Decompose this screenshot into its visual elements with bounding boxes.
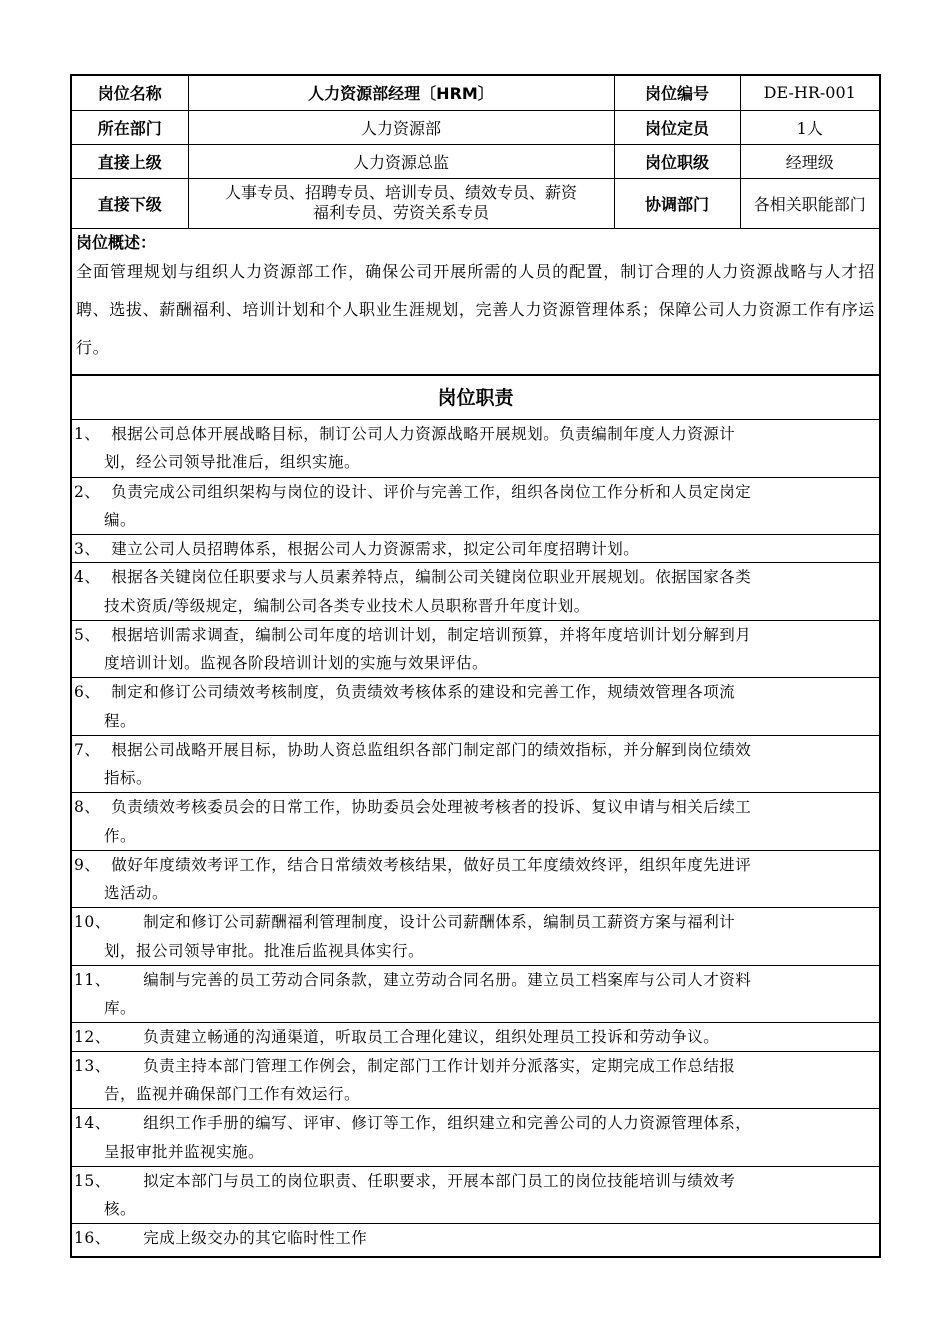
duty-spacer bbox=[111, 1114, 144, 1132]
department-label: 所在部门 bbox=[72, 110, 188, 144]
duty-item bbox=[72, 966, 879, 1024]
duty-line-1 bbox=[74, 1224, 877, 1252]
duty-text: 组织工作手册的编写、评审、修订等工作，组织建立和完善公司的人力资源管理体系， bbox=[143, 1114, 752, 1133]
duty-number: 3、 bbox=[74, 540, 101, 558]
duty-item bbox=[72, 563, 879, 621]
summary-title: 岗位概述： bbox=[76, 233, 157, 252]
info-row-supervisor bbox=[72, 144, 879, 178]
subordinates-line-1: 人事专员、招聘专员、培训专员、绩效专员、薪资 bbox=[224, 183, 577, 202]
duty-number: 6、 bbox=[74, 683, 101, 702]
duty-text: 根据培训需求调查，编制公司年度的培训计划，制定培训预算，并将年度培训计划分解到月 bbox=[111, 625, 752, 644]
duty-line-2: 程。 bbox=[104, 711, 137, 730]
subordinates-label: 直接下级 bbox=[72, 178, 188, 228]
duty-number: 15、 bbox=[74, 1171, 111, 1190]
duty-line-2: 告，监视并确保部门工作有效运行。 bbox=[104, 1085, 361, 1104]
duty-number: 2、 bbox=[74, 482, 101, 501]
duty-spacer bbox=[100, 683, 111, 701]
duty-spacer bbox=[111, 1229, 144, 1247]
duty-line-2: 技术资质/等级规定，编制公司各类专业技术人员职称晋升年度计划。 bbox=[104, 596, 590, 615]
info-row-subordinates bbox=[72, 178, 879, 228]
duty-item bbox=[72, 478, 879, 536]
duty-spacer bbox=[100, 741, 111, 759]
duty-line-1 bbox=[74, 621, 877, 649]
duty-text: 负责建立畅通的沟通渠道，听取员工合理化建议，组织处理员工投诉和劳动争议。 bbox=[143, 1028, 720, 1047]
duty-spacer bbox=[100, 568, 111, 586]
duty-line-2: 指标。 bbox=[104, 769, 153, 788]
duty-text: 做好年度绩效考评工作，结合日常绩效考核结果，做好员工年度绩效终评，组织年度先进评 bbox=[111, 855, 752, 874]
duty-item bbox=[72, 678, 879, 736]
headcount-value: 1人 bbox=[740, 110, 879, 144]
duty-line-1 bbox=[74, 736, 877, 764]
duty-item bbox=[72, 736, 879, 794]
duty-text: 根据各关键岗位任职要求与人员素养特点，编制公司关键岗位职业开展规划。依据国家各类 bbox=[111, 568, 752, 587]
headcount-label: 岗位定员 bbox=[614, 110, 740, 144]
duty-text: 根据公司战略开展目标，协助人资总监组织各部门制定部门的绩效指标，并分解到岗位绩效 bbox=[111, 740, 752, 759]
duty-number: 11、 bbox=[74, 970, 111, 989]
position-code-value: DE-HR-001 bbox=[740, 76, 879, 110]
duty-line-2: 划，经公司领导批准后，组织实施。 bbox=[104, 453, 361, 472]
supervisor-label: 直接上级 bbox=[72, 144, 188, 178]
duty-text: 根据公司总体开展战略目标，制订公司人力资源战略开展规划。负责编制年度人力资源计 bbox=[111, 425, 736, 443]
duty-spacer bbox=[100, 798, 111, 816]
subordinates-value bbox=[188, 178, 614, 228]
duty-spacer bbox=[100, 856, 111, 874]
duty-text: 负责完成公司组织架构与岗位的设计、评价与完善工作，组织各岗位工作分析和人员定岗定 bbox=[111, 482, 752, 501]
duty-item bbox=[72, 1023, 879, 1051]
duty-line-2: 编。 bbox=[104, 510, 137, 529]
duty-item bbox=[72, 1052, 879, 1110]
duty-spacer bbox=[111, 1172, 144, 1190]
duty-spacer bbox=[100, 483, 111, 501]
duty-item bbox=[72, 621, 879, 679]
coordination-label: 协调部门 bbox=[614, 178, 740, 228]
duty-line-1 bbox=[74, 793, 877, 821]
duty-spacer bbox=[100, 626, 111, 644]
duty-spacer bbox=[111, 1057, 144, 1075]
duty-text: 制定和修订公司绩效考核制度，负责绩效考核体系的建设和完善工作，规绩效管理各项流 bbox=[111, 683, 736, 702]
summary-text: 全面管理规划与组织人力资源部工作，确保公司开展所需的人员的配置，制订合理的人力资源战略与人才招聘、选拔、薪酬福利、培训计划和个人职业生涯规划，完善人力资源管理体系；保障公司人力资源工作有序运行。 bbox=[76, 262, 875, 357]
duty-line-1 bbox=[74, 966, 877, 994]
duty-line-1 bbox=[74, 535, 877, 563]
duty-text: 完成上级交办的其它临时性工作 bbox=[143, 1229, 368, 1248]
duty-item bbox=[72, 908, 879, 966]
duty-number: 13、 bbox=[74, 1056, 111, 1075]
duty-item bbox=[72, 420, 879, 478]
duty-spacer bbox=[100, 540, 111, 558]
position-name-value: 人力资源部经理〔HRM〕 bbox=[188, 76, 614, 110]
duty-number: 14、 bbox=[74, 1114, 111, 1133]
info-row-position bbox=[72, 76, 879, 110]
duty-text: 制定和修订公司薪酬福利管理制度，设计公司薪酬体系，编制员工薪资方案与福利计 bbox=[143, 913, 736, 932]
duty-spacer bbox=[111, 913, 144, 931]
duty-line-1 bbox=[74, 563, 877, 591]
duty-line-1 bbox=[74, 1023, 877, 1051]
position-summary bbox=[72, 229, 879, 376]
job-info-table bbox=[72, 76, 879, 229]
duty-line-2: 呈报审批并监视实施。 bbox=[104, 1142, 265, 1161]
duty-line-1 bbox=[74, 1167, 877, 1195]
duty-number: 12、 bbox=[74, 1028, 111, 1047]
duty-line-1 bbox=[74, 908, 877, 936]
job-description-form bbox=[70, 74, 881, 1258]
duty-text: 负责绩效考核委员会的日常工作，协助委员会处理被考核者的投诉、复议申请与相关后续工 bbox=[111, 798, 752, 817]
duty-number: 1、 bbox=[74, 425, 101, 443]
duty-line-2: 作。 bbox=[104, 826, 137, 845]
duty-number: 10、 bbox=[74, 913, 111, 932]
duty-line-2: 划，报公司领导审批。批准后监视具体实行。 bbox=[104, 941, 425, 960]
duties-title: 岗位职责 bbox=[72, 376, 879, 420]
duty-spacer bbox=[111, 1028, 144, 1046]
duty-line-1 bbox=[74, 478, 877, 506]
duty-item bbox=[72, 535, 879, 563]
subordinates-line-2: 福利专员、劳资关系专员 bbox=[312, 203, 489, 222]
duty-item bbox=[72, 851, 879, 909]
duty-line-2: 选活动。 bbox=[104, 884, 169, 903]
duty-line-1 bbox=[74, 1052, 877, 1080]
duty-text: 拟定本部门与员工的岗位职责、任职要求，开展本部门员工的岗位技能培训与绩效考 bbox=[143, 1171, 736, 1190]
duty-number: 16、 bbox=[74, 1229, 111, 1248]
duties-list bbox=[72, 420, 879, 1253]
duty-text: 负责主持本部门管理工作例会，制定部门工作计划并分派落实，定期完成工作总结报 bbox=[143, 1056, 736, 1075]
duty-item bbox=[72, 1167, 879, 1225]
duty-line-2: 库。 bbox=[104, 999, 137, 1018]
job-level-label: 岗位职级 bbox=[614, 144, 740, 178]
duty-text: 建立公司人员招聘体系，根据公司人力资源需求，拟定公司年度招聘计划。 bbox=[111, 540, 640, 558]
duty-number: 9、 bbox=[74, 855, 101, 874]
duty-spacer bbox=[111, 971, 144, 989]
supervisor-value: 人力资源总监 bbox=[188, 144, 614, 178]
duty-number: 7、 bbox=[74, 740, 101, 759]
duty-line-1 bbox=[74, 1109, 877, 1137]
duty-number: 8、 bbox=[74, 798, 101, 817]
duty-item bbox=[72, 1109, 879, 1167]
duty-number: 5、 bbox=[74, 625, 101, 644]
position-code-label: 岗位编号 bbox=[614, 76, 740, 110]
duty-line-1 bbox=[74, 678, 877, 706]
position-name-label: 岗位名称 bbox=[72, 76, 188, 110]
duty-text: 编制与完善的员工劳动合同条款，建立劳动合同名册。建立员工档案库与公司人才资料 bbox=[143, 970, 752, 989]
duty-line-1 bbox=[74, 420, 877, 448]
job-level-value: 经理级 bbox=[740, 144, 879, 178]
duty-item bbox=[72, 793, 879, 851]
duty-line-1 bbox=[74, 851, 877, 879]
duty-spacer bbox=[100, 425, 111, 443]
coordination-value: 各相关职能部门 bbox=[740, 178, 879, 228]
department-value: 人力资源部 bbox=[188, 110, 614, 144]
info-row-department bbox=[72, 110, 879, 144]
duty-line-2: 核。 bbox=[104, 1200, 137, 1219]
duty-item bbox=[72, 1224, 879, 1252]
duty-number: 4、 bbox=[74, 568, 101, 587]
duty-line-2: 度培训计划。监视各阶段培训计划的实施与效果评估。 bbox=[104, 654, 489, 673]
